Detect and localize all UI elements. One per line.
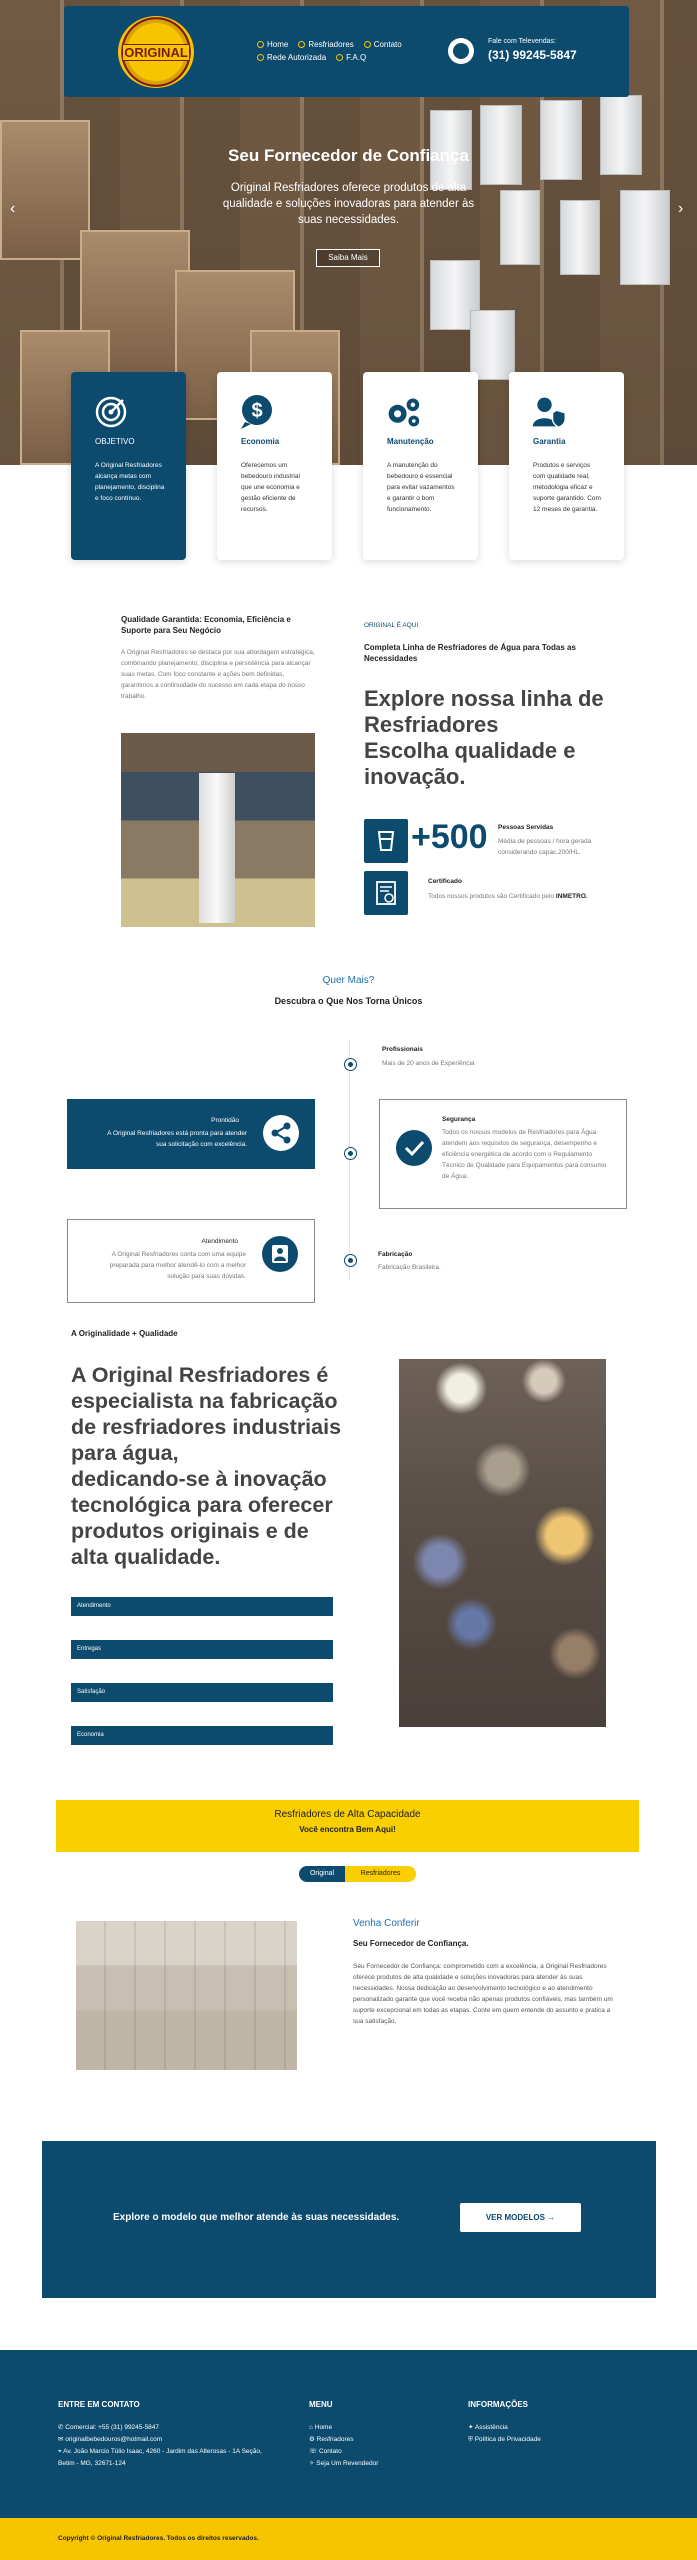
- check-circle-icon: [396, 1130, 432, 1166]
- timeline-text: Fabricação Brasileira.: [378, 1264, 441, 1271]
- why-title: Descubra o Que Nos Torna Únicos: [274, 996, 423, 1006]
- site-footer: [0, 2350, 697, 2530]
- target-icon: [93, 394, 129, 430]
- progress-bar-economia: Economia: [71, 1726, 333, 1745]
- feature-text: Oferecemos um bebedouro industrial que une economia e gestão eficiente de recursos.: [241, 462, 300, 513]
- home-icon: ⌂: [309, 2424, 313, 2431]
- hero-subtitle: Original Resfriadores oferece produtos de alta qualidade e soluções inovadoras para atender às suas necessidades.: [222, 182, 475, 226]
- site-header: [64, 6, 629, 97]
- about-tag: ORIGINAL É AQUI: [364, 622, 419, 629]
- bullet-icon: [364, 41, 371, 48]
- chevron-right-icon[interactable]: ›: [678, 200, 684, 217]
- originality-headline: A Original Resfriadores é especialista na fabricação de resfriadores industriais para água, dedicando-se à inovação tecnológica para oferecer produtos originais e de alta qualidade.: [71, 1363, 342, 1569]
- shield-icon: ⛨: [468, 2436, 473, 2443]
- tab-resfriadores[interactable]: Resfriadores: [345, 1866, 416, 1882]
- footer-link-privacidade[interactable]: ⛨ Política de Privacidade: [468, 2436, 541, 2443]
- cert-title: Certificado: [428, 878, 462, 885]
- warehouse-boxes-photo: [76, 1921, 297, 2070]
- footer-email[interactable]: ✉ originalbebedouros@hotmail.com: [58, 2436, 163, 2443]
- copyright-bar: [0, 2518, 697, 2560]
- capacity-text: Seu Fornecedor de Confiança: comprometido com a excelência, a Original Resfriadores oferece produtos de alta qualidade e soluções inovadoras para atender às suas necessidades. Nossa dedicação ao desenvolvimento tecnológico e ao atendimento personalizado garante que você receba não apenas produtos confiáveis, mas também um suporte excepcional em todas as etapas. Conte em quem entende do assunto e pratica a sua satisfação.: [353, 1963, 613, 2025]
- bullet-icon: [257, 54, 264, 61]
- feature-card-manutencao: [363, 372, 478, 560]
- stat-title: Pessoas Servidas: [498, 824, 554, 831]
- water-cooler-image: [199, 773, 235, 923]
- nav-item-home[interactable]: Home: [257, 40, 288, 49]
- nav-item-rede-autorizada[interactable]: Rede Autorizada: [257, 53, 326, 62]
- chevron-left-icon[interactable]: ‹: [10, 200, 16, 217]
- user-shield-icon: [531, 394, 567, 430]
- timeline-title-profissionais: Profissionais: [382, 1046, 423, 1053]
- handshake-icon: ✧: [309, 2460, 315, 2467]
- phone-icon: ✆: [58, 2424, 64, 2431]
- share-nodes-icon: [263, 1115, 299, 1151]
- wrench-icon: ✦: [468, 2424, 474, 2431]
- stat-text: Média de pessoas / hora gerada considerando capac.200/HL.: [498, 838, 592, 856]
- tab-original[interactable]: Original: [299, 1866, 345, 1882]
- stat-value: +500: [411, 818, 488, 856]
- cafeteria-photo: [121, 733, 315, 927]
- headset-icon: ☏: [309, 2448, 318, 2455]
- why-kicker: Quer Mais?: [322, 975, 375, 986]
- progress-bar-satisfacao: Satisfação: [71, 1683, 333, 1702]
- progress-bar-atendimento: Atendimento: [71, 1597, 333, 1616]
- cup-icon: [364, 819, 408, 863]
- dollar-icon: [239, 394, 275, 430]
- user-icon: [262, 1236, 298, 1272]
- timeline-title-fabricacao: Fabricação: [378, 1251, 413, 1258]
- timeline-card-seguranca: Segurança Todos os nossos modelos de Resfriadores para Água atendem aos requisitos de segurança, desempenho e eficiência energética de acordo com o Regulamento Técnico de Qualidade para Equipamentos para consumo de Água.: [379, 1099, 627, 1209]
- arrow-right-icon: →: [547, 2213, 556, 2222]
- view-models-button[interactable]: VER MODELOS →: [460, 2203, 581, 2232]
- progress-bar-entregas: Entregas: [71, 1640, 333, 1659]
- footer-contact-title: ENTRE EM CONTATO: [58, 2400, 140, 2409]
- timeline-dot: [345, 1255, 356, 1266]
- footer-link-revendedor[interactable]: ✧ Seja Um Revendedor: [309, 2460, 379, 2467]
- hero-learn-more-button[interactable]: Saiba Mais: [316, 249, 380, 267]
- nav-item-resfriadores[interactable]: Resfriadores: [298, 40, 353, 49]
- capacity-banner: Resfriadores de Alta Capacidade Você encontra Bem Aqui!: [56, 1800, 639, 1852]
- feature-text: Produtos e serviços com qualidade real, metodologia eficaz e suporte garantido. Com 12 meses de garantia.: [533, 462, 601, 513]
- timeline-line: [349, 1040, 350, 1280]
- bokeh-photo: [399, 1359, 606, 1727]
- timeline-dot: [345, 1148, 356, 1159]
- footer-address: ⌖ Av. João Marcio Túlio Isaac, 4260 - Jardim das Alterosas - 1A Seção, Betim - MG, 32671-124: [58, 2448, 262, 2467]
- bullet-icon: [336, 54, 343, 61]
- cta-section: [42, 2141, 656, 2298]
- feature-title: Manutenção: [387, 437, 434, 446]
- bullet-icon: [298, 41, 305, 48]
- footer-link-assistencia[interactable]: ✦ Assistência: [468, 2424, 508, 2431]
- feature-card-economia: [217, 372, 332, 560]
- explore-headline: Explore nossa linha de Resfriadores: [364, 686, 604, 737]
- whatsapp-icon[interactable]: [448, 38, 474, 64]
- brand-logo[interactable]: ORIGINAL: [118, 16, 194, 88]
- nav-item-contato[interactable]: Contato: [364, 40, 402, 49]
- feature-card-objetivo: [71, 372, 186, 560]
- gear-icon: ⚙: [309, 2436, 315, 2443]
- location-icon: ⌖: [58, 2448, 62, 2455]
- about-heading: Qualidade Garantida: Economia, Eficiência e Suporte para Seu Negócio: [121, 615, 291, 635]
- footer-link-home[interactable]: ⌂ Home: [309, 2424, 333, 2431]
- gears-icon: [385, 394, 421, 430]
- copyright-text: Copyright © Original Resfriadores. Todos os direitos reservados.: [58, 2535, 259, 2542]
- main-nav: [257, 40, 402, 49]
- capacity-heading: Seu Fornecedor de Confiança.: [353, 1939, 469, 1948]
- secondary-nav: [257, 53, 366, 62]
- feature-title: Garantia: [533, 437, 566, 446]
- nav-item-faq[interactable]: F.A.Q: [336, 53, 366, 62]
- svg-text:$: $: [251, 400, 263, 422]
- home-icon: [257, 41, 264, 48]
- feature-title: Economia: [241, 437, 280, 446]
- feature-text: A manutenção do bebedouro é essencial para evitar vazamentos e garantir o bom funcionamento.: [387, 462, 455, 513]
- footer-info-title: INFORMAÇÕES: [468, 2400, 528, 2409]
- certificate-icon: [364, 871, 408, 915]
- hero-title: Seu Fornecedor de Confiança: [228, 146, 469, 165]
- phone-label: Fale com Televendas:: [488, 38, 556, 45]
- timeline-card-prontidao: Prontidão A Original Resfriadores está pronta para atender sua solicitação com excelência.: [67, 1099, 315, 1169]
- originality-kicker: A Originalidade + Qualidade: [71, 1329, 178, 1338]
- about-subheading: Completa Linha de Resfriadores de Água para Todas as Necessidades: [364, 643, 576, 663]
- feature-title: OBJETIVO: [95, 437, 135, 446]
- feature-card-garantia: [509, 372, 624, 560]
- footer-link-contato[interactable]: ☏ Contato: [309, 2448, 342, 2455]
- phone-number[interactable]: (31) 99245-5847: [488, 48, 577, 62]
- choose-headline: Escolha qualidade e inovação.: [364, 738, 576, 789]
- timeline-card-atendimento: Atendimento A Original Resfriadores conta com uma equipe preparada para melhor atendê-lo com a melhor solução para suas dúvidas.: [67, 1219, 315, 1303]
- footer-menu-title: MENU: [309, 2400, 333, 2409]
- footer-link-resfriadores[interactable]: ⚙ Resfriadores: [309, 2436, 354, 2443]
- capacity-kicker: Venha Conferir: [353, 1918, 420, 1929]
- cta-text: Explore o modelo que melhor atende às suas necessidades.: [113, 2212, 400, 2223]
- timeline-text: Mais de 20 anos de Experiência: [382, 1060, 475, 1067]
- feature-text: A Original Resfriadores alcança metas com planejamento, disciplina e foco contínuo.: [95, 462, 165, 502]
- timeline-dot: [345, 1059, 356, 1070]
- envelope-icon: ✉: [58, 2436, 64, 2443]
- cert-text: Todos nossos produtos são Certificado pelo INMETRO.: [428, 893, 588, 900]
- footer-phone[interactable]: ✆ Comercial: +55 (31) 99245-5847: [58, 2424, 160, 2431]
- about-text: A Original Resfriadores se destaca por sua abordagem estratégica, combinando planejamento, disciplina e persistência para alcançar suas metas. Com foco constante e ações bem definidas, garantimos a continuidade do sucesso em cada etapa do nosso trabalho.: [121, 649, 315, 700]
